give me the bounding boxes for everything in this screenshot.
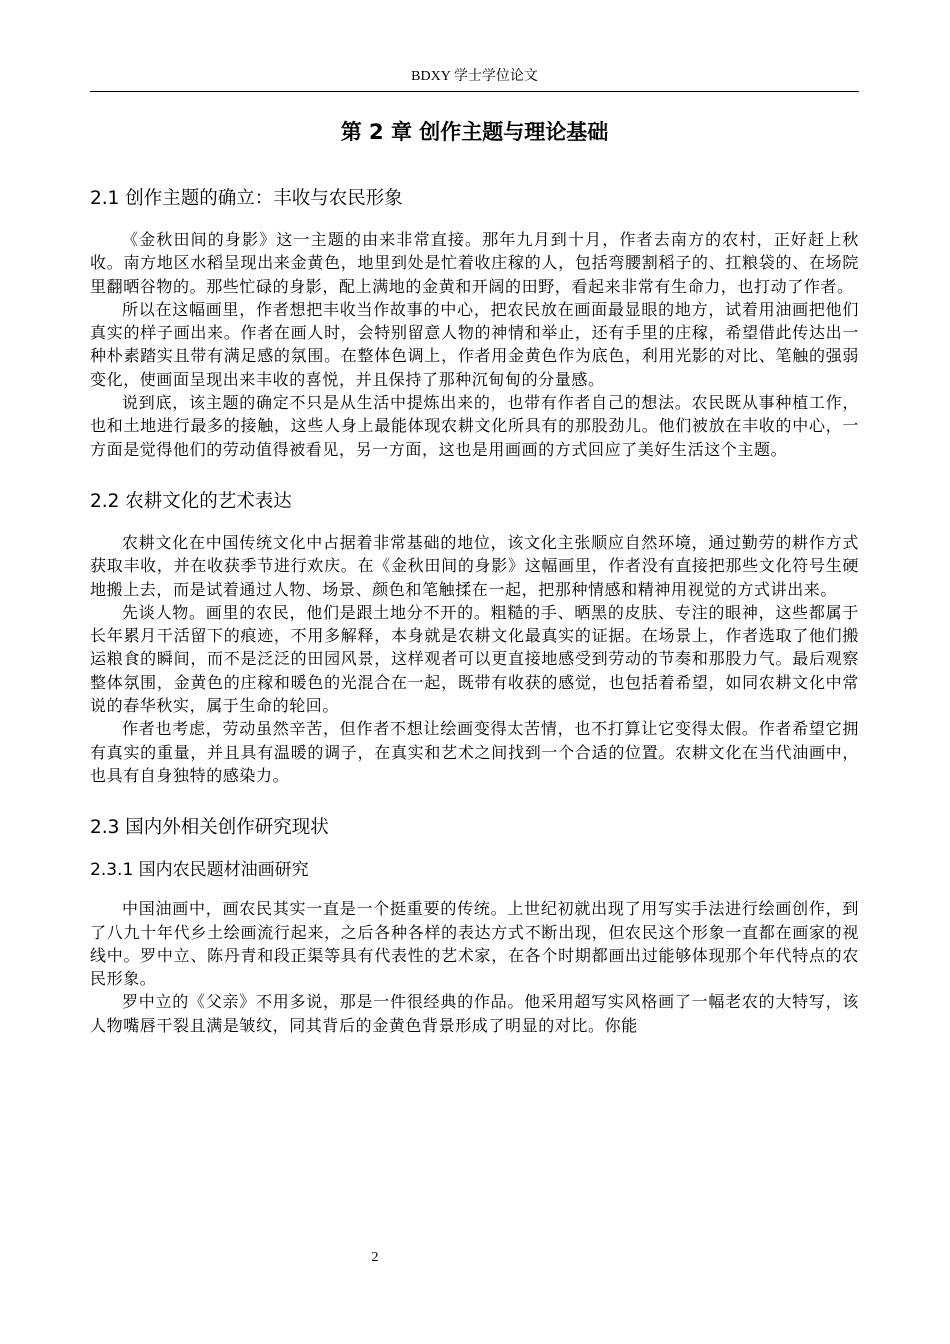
header-rule — [90, 91, 859, 92]
page-footer — [0, 1246, 950, 1267]
paragraph: 说到底，该主题的确定不只是从生活中提炼出来的，也带有作者自己的想法。农民既从事种植工作，也和土地进行最多的接触，这些人身上最能体现农耕文化所具有的那股劲儿。他们被放在丰收的中心，一方面是觉得他们的劳动值得被看见，另一方面，这也是用画画的方式回应了美好生活这个主题。 — [90, 393, 859, 459]
section-heading-2-3: 2.3 国内外相关创作研究现状 — [90, 817, 329, 839]
section-heading-2-1: 2.1 创作主题的确立：丰收与农民形象 — [90, 188, 403, 209]
chapter-title: 第 2 章 创作主题与理论基础 — [340, 120, 609, 144]
paragraph: 先谈人物。画里的农民，他们是跟土地分不开的。粗糙的手、晒黑的皮肤、专注的眼神，这些都属于长年累月干活留下的痕迹，不用多解释，本身就是农耕文化最真实的证据。在场景上，作者选取了他们搬运粮食的瞬间，而不是泛泛的田园风景，这样观者可以更直接地感受到劳动的节奏和那股力气。最后观察整体氛围，金黄色的庄稼和暖色的光混合在一起，既带有收获的感觉，也包括着希望，如同农耕文化中常说的春华秋实，属于生命的轮回。 — [90, 602, 859, 716]
paragraph: 《金秋田间的身影》这一主题的由来非常直接。那年九月到十月，作者去南方的农村，正好赶上秋收。南方地区水稻呈现出来金黄色，地里到处是忙着收庄稼的人，包括弯腰割稻子的、扛粮袋的、在场院里翻晒谷物的。那些忙碌的身影，配上满地的金黄和开阔的田野，看起来非常有生命力，也打动了作者。 — [90, 230, 859, 296]
paragraph: 中国油画中，画农民其实一直是一个挺重要的传统。上世纪初就出现了用写实手法进行绘画创作，到了八九十年代乡土绘画流行起来，之后各种各样的表达方式不断出现，但农民这个形象一直都在画家的视线中。罗中立、陈丹青和段正渠等具有代表性的艺术家，在各个时期都画出过能够体现那个年代特点的农民形象。 — [90, 899, 859, 989]
section-heading-2-2: 2.2 农耕文化的艺术表达 — [90, 490, 292, 512]
body-content — [90, 184, 859, 1037]
paragraph: 作者也考虑，劳动虽然辛苦，但作者不想让绘画变得太苦情，也不打算让它变得太假。作者希望它拥有真实的重量，并且具有温暖的调子，在真实和艺术之间找到一个合适的位置。农耕文化在当代油画中，也具有自身独特的感染力。 — [90, 719, 859, 785]
page-number: 2 — [371, 1250, 379, 1265]
subsection-heading-2-3-1: 2.3.1 国内农民题材油画研究 — [90, 860, 309, 881]
paragraph: 罗中立的《父亲》不用多说，那是一件很经典的作品。他采用超写实风格画了一幅老农的大特写，该人物嘴唇干裂且满是皱纹，同其背后的金黄色背景形成了明显的对比。你能 — [90, 992, 859, 1035]
running-header: BDXY 学士学位论文 — [411, 69, 538, 84]
paragraph: 所以在这幅画里，作者想把丰收当作故事的中心，把农民放在画面最显眼的地方，试着用油画把他们真实的样子画出来。作者在画人时，会特别留意人物的神情和举止，还有手里的庄稼，希望借此传达出一种朴素踏实且带有满足感的氛围。在整体色调上，作者用金黄色作为底色，利用光影的对比、笔触的强弱变化，使画面呈现出来丰收的喜悦，并且保持了那种沉甸甸的分量感。 — [90, 299, 859, 389]
paragraph: 农耕文化在中国传统文化中占据着非常基础的地位，该文化主张顺应自然环境，通过勤劳的耕作方式获取丰收，并在收获季节进行欢庆。在《金秋田间的身影》这幅画里，作者没有直接把那些文化符号生硬地搬上去，而是试着通过人物、场景、颜色和笔触揉在一起，把那种情感和精神用视觉的方式讲出来。 — [90, 532, 859, 599]
